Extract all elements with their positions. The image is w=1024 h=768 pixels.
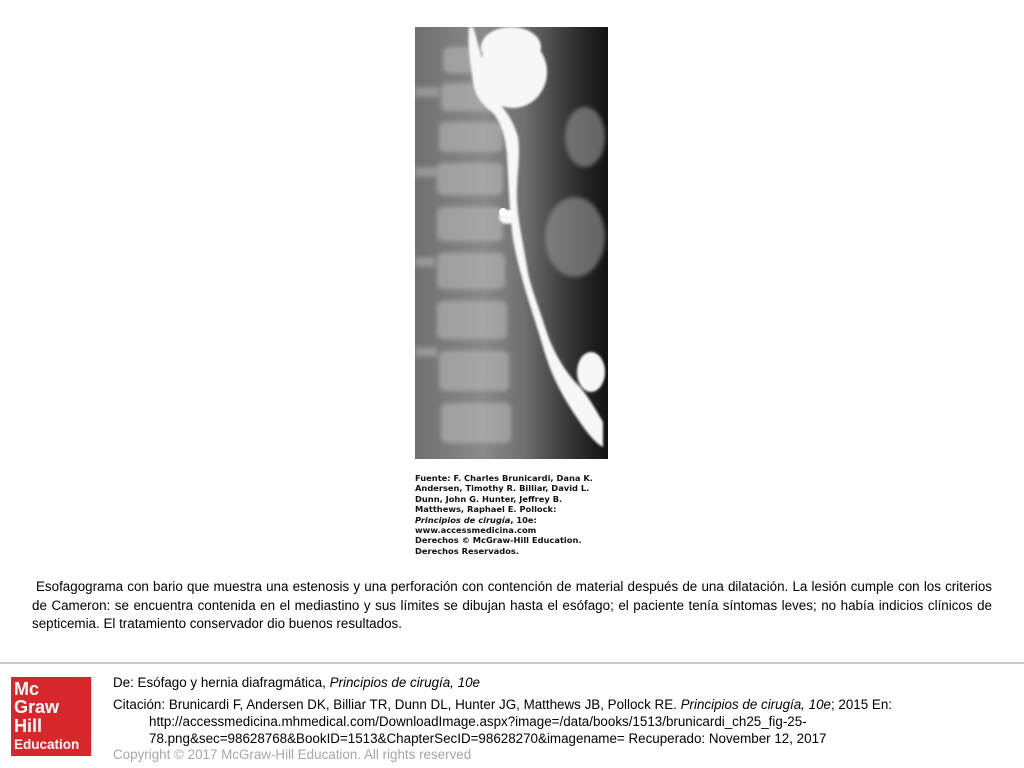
citation-url[interactable]: http://accessmedicina.mhmedical.com/DownloadImage.aspx?image=/data/books/1513/brunicardi_ch25_fig-25-78.png&sec=98628768&BookID=1513&ChapterSecID=98628270&imagename= bbox=[149, 714, 807, 746]
source-book-title: Principios de cirugía, 10e bbox=[329, 675, 480, 690]
logo-text: Education bbox=[14, 737, 80, 752]
credit-book-line bbox=[415, 515, 605, 525]
logo-text: Mc bbox=[14, 679, 40, 699]
credit-line: Dunn, John G. Hunter, Jeffrey B. bbox=[415, 493, 563, 504]
citation bbox=[113, 696, 963, 747]
credit-url: www.accessmedicina.com bbox=[415, 525, 537, 536]
citation-separator: . bbox=[673, 697, 681, 712]
mcgraw-hill-education-logo bbox=[11, 677, 91, 756]
logo-text: Hill bbox=[14, 716, 43, 736]
credit-book-title: Principios de cirugía bbox=[415, 514, 511, 525]
citation-url-line bbox=[113, 713, 963, 747]
credit-rights: Derechos © McGraw-Hill Education. bbox=[415, 535, 582, 546]
credit-line: Matthews, Raphael E. Pollock: bbox=[415, 504, 557, 515]
logo-text: Graw bbox=[14, 697, 60, 717]
figure bbox=[415, 27, 608, 565]
figure-source-credit bbox=[415, 473, 605, 556]
credit-rights: Derechos Reservados. bbox=[415, 545, 519, 556]
credit-edition: , 10e: bbox=[510, 514, 537, 525]
figure-caption: Esofagograma con bario que muestra una estenosis y una perforación con contención de material después de una dilatación. La lesión cumple con los criterios de Cameron: se encuentra contenida en el mediastino y sus límites se dibujan hasta el esófago; el paciente tenía síntomas leves; no había indicios clínicos de septicemia. El tratamiento conservador dio buenos resultados. bbox=[32, 579, 992, 631]
copyright-notice: Copyright © 2017 McGraw-Hill Education. All rights reserved bbox=[113, 747, 472, 762]
citation-year: ; 2015 En: bbox=[830, 697, 893, 712]
divider bbox=[0, 662, 1024, 664]
credit-line: Andersen, Timothy R. Billiar, David L. bbox=[415, 483, 590, 494]
source-chapter bbox=[113, 674, 480, 691]
citation-retrieved: Recuperado: November 12, 2017 bbox=[624, 731, 827, 746]
citation-authors: Citación: Brunicardi F, Andersen DK, Billiar TR, Dunn DL, Hunter JG, Matthews JB, Pollock RE bbox=[113, 697, 674, 712]
credit-line: Fuente: F. Charles Brunicardi, Dana K. bbox=[415, 473, 593, 483]
citation-book-title: Principios de cirugía, 10e bbox=[680, 697, 831, 712]
barium-esophagram-image bbox=[415, 27, 608, 459]
source-prefix: De: Esófago y hernia diafragmática, bbox=[113, 675, 330, 690]
